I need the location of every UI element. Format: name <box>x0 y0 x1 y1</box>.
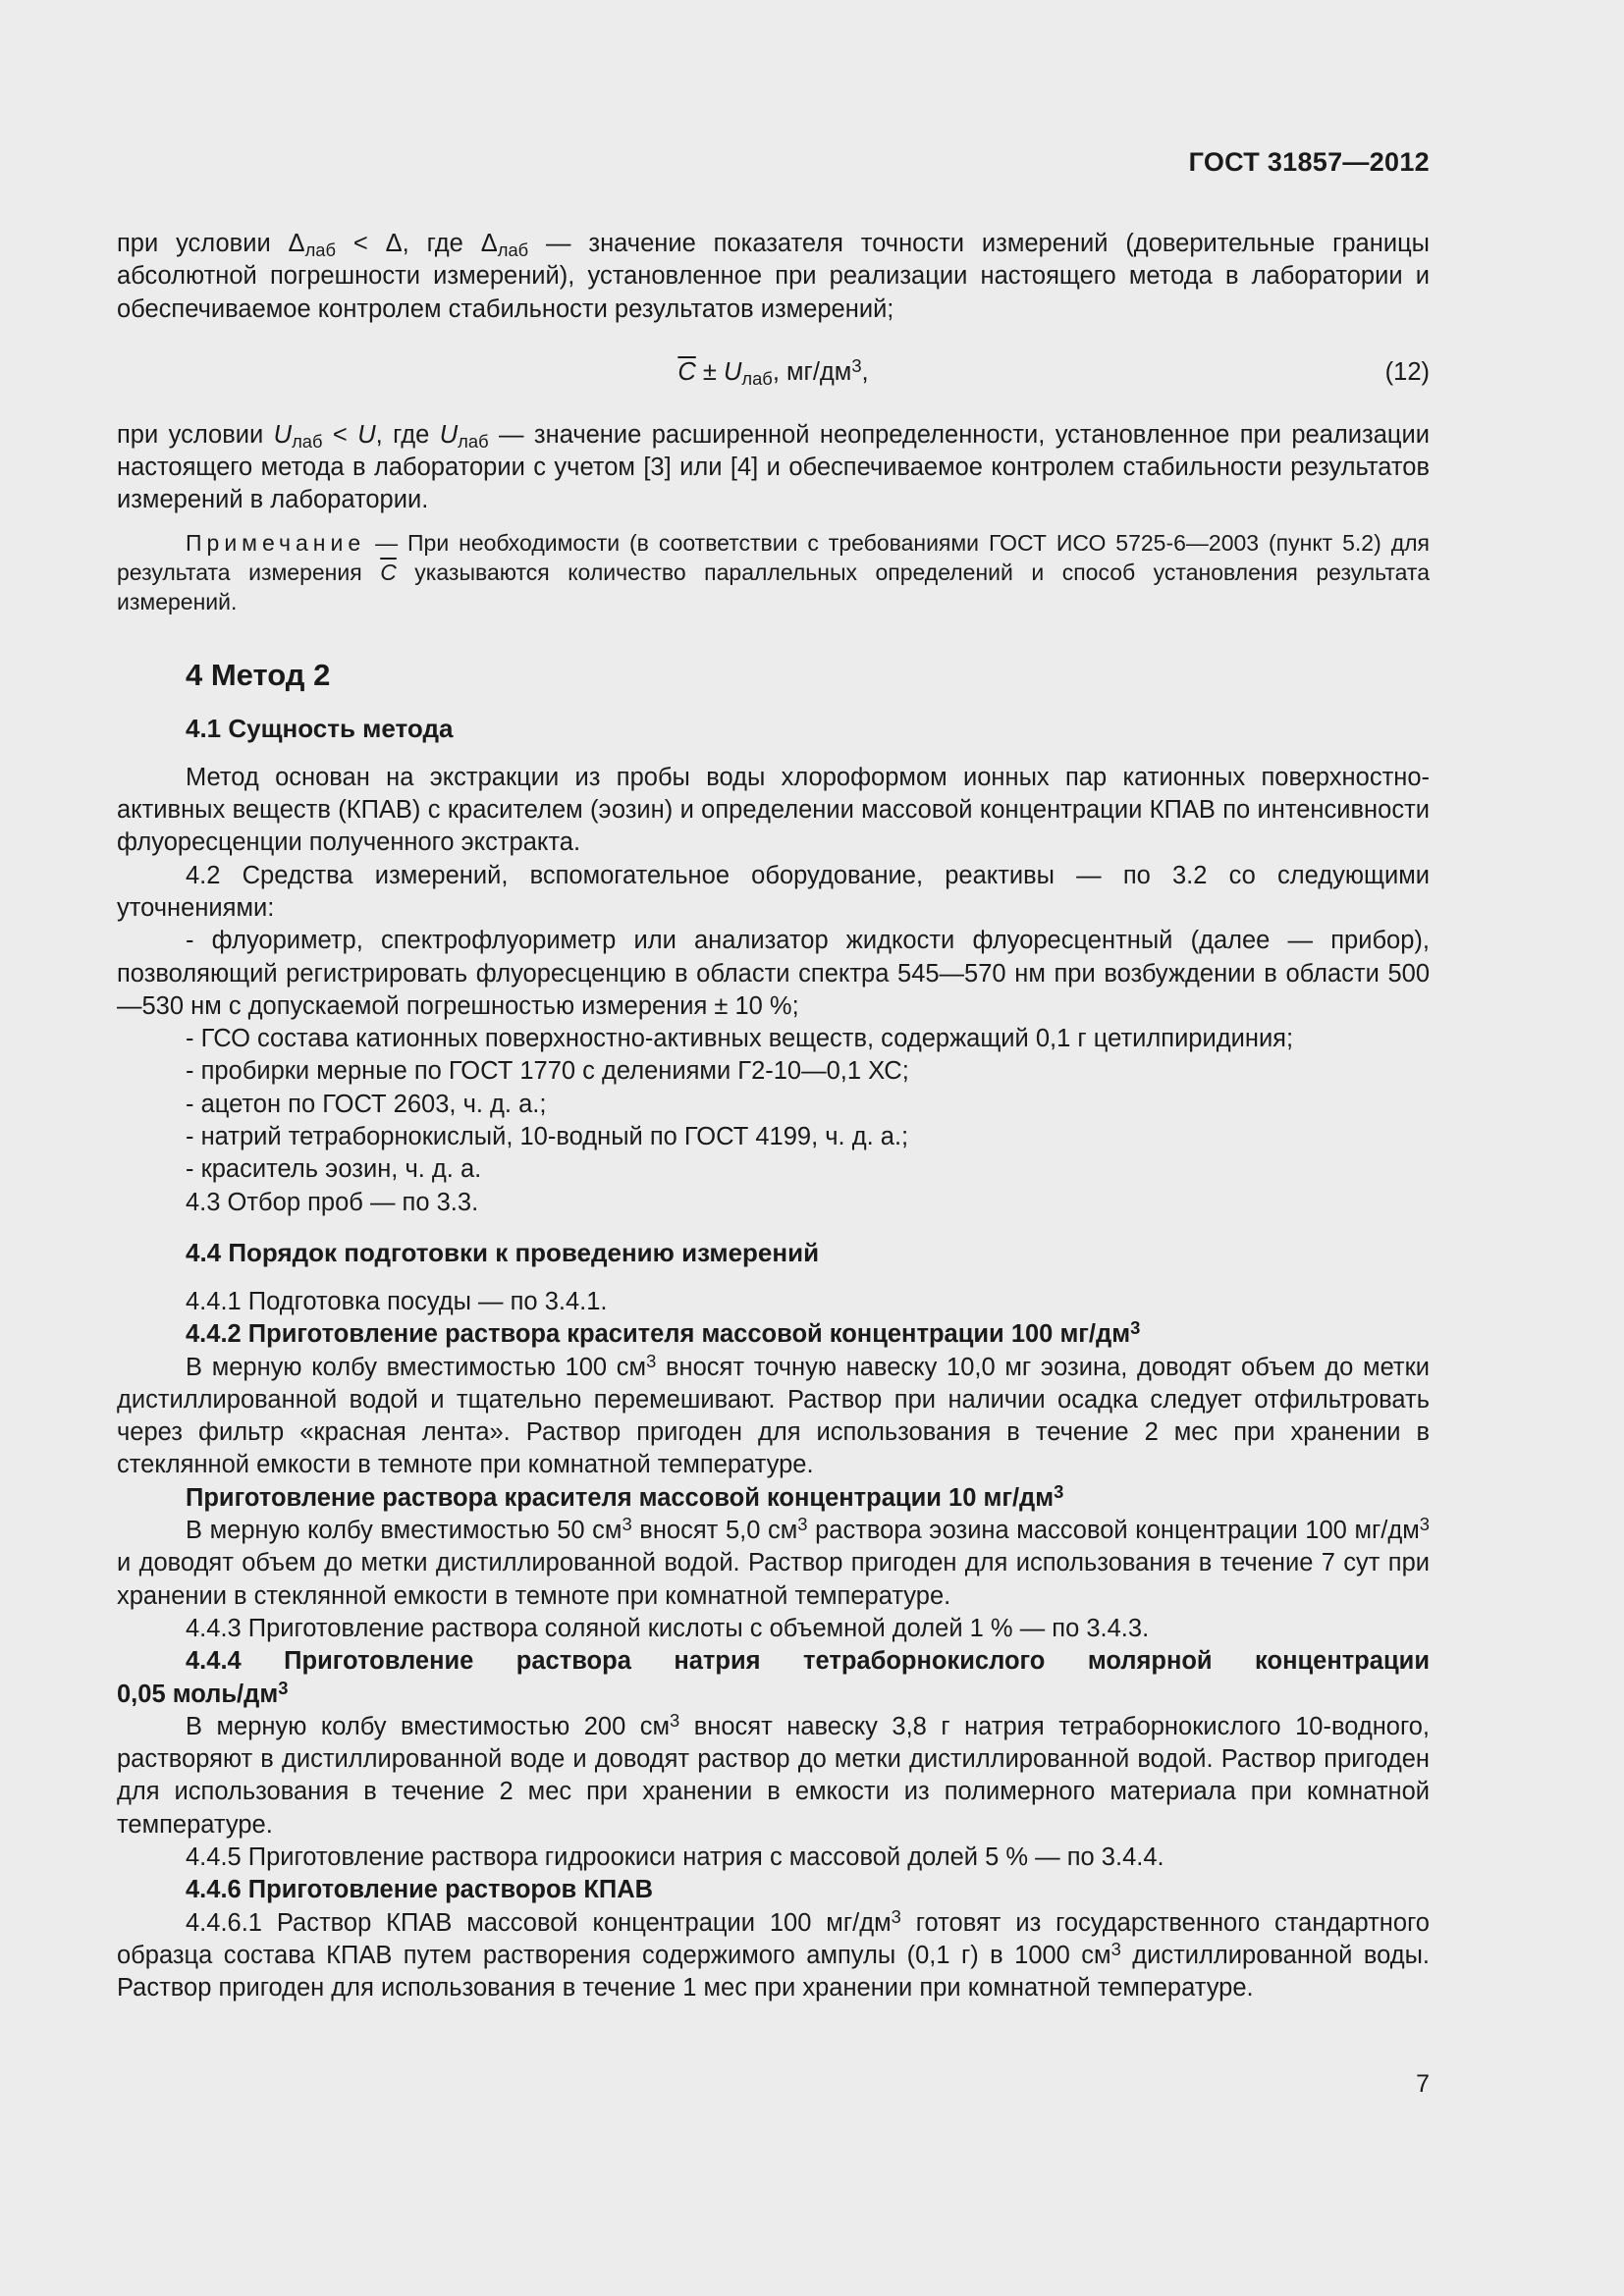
subsection-heading-4-4: 4.4 Порядок подготовки к проведению измерений <box>186 1237 820 1267</box>
text-span: 4.4.6.1 Раствор КПАВ массовой концентрации 100 мг/дм <box>186 1908 892 1937</box>
list-item: - ацетон по ГОСТ 2603, ч. д. а.; <box>186 1090 547 1118</box>
paragraph-4-4-3: 4.4.3 Приготовление раствора соляной кислоты с объемной долей 1 % — по 3.4.3. <box>186 1614 1150 1642</box>
text-span: вносят 5,0 см <box>631 1517 798 1545</box>
paragraph-dye-10 <box>117 1515 1430 1613</box>
superscript-3: 3 <box>851 354 862 376</box>
formula-number: (12) <box>1384 357 1430 386</box>
superscript-3: 3 <box>622 1513 632 1534</box>
c-bar-symbol: $\overline{C}$ <box>380 559 397 585</box>
subscript-lab: лаб <box>497 240 529 261</box>
formula-unit: , мг/дм <box>772 357 852 386</box>
text-span: и доводят объем до метки дистиллированной водой. Раствор пригоден для использования в течение 7 сут при хранении в стеклянной емкости в темноте при комнатной температуре. <box>117 1549 1430 1610</box>
list-item: - флуориметр, спектрофлуориметр или анализатор жидкости флуоресцентный (далее — прибор), позволяющий регистрировать флуоресценцию в области спектра 545—570 нм при возбуждении в области 500—530 нм с допускаемой погрешностью измерения ± 10 %; <box>117 927 1430 1020</box>
paragraph-4-4-1: 4.4.1 Подготовка посуды — по 3.4.1. <box>186 1287 608 1315</box>
text-span: указываются количество параллельных определений и способ установления результата измерений. <box>117 559 1430 614</box>
paragraph-4-4-6-1 <box>117 1907 1430 2005</box>
subscript-lab: лаб <box>458 431 489 453</box>
page-content <box>117 228 1430 2004</box>
list-item: - краситель эозин, ч. д. а. <box>186 1155 482 1184</box>
paragraph-4-4-4 <box>117 1711 1430 1842</box>
text-span: вносят точную навеску 10,0 мг эозина, доводят объем до метки дистиллированной водой и тщательно перемешивают. Раствор при наличии осадка следует отфильтровать через фильтр «красная лента». Раствор пригоден для использования в течение 2 мес при хранении в стеклянной емкости в темноте при комнатной температуре. <box>117 1353 1430 1479</box>
superscript-3: 3 <box>670 1709 680 1731</box>
paragraph-4-4-5: 4.4.5 Приготовление раствора гидроокиси натрия с массовой долей 5 % — по 3.4.4. <box>186 1842 1164 1871</box>
superscript-3: 3 <box>646 1350 657 1371</box>
paragraph-delta-condition <box>117 228 1430 326</box>
paragraph-4-4-2 <box>117 1352 1430 1482</box>
heading-4-4-4-line2 <box>117 1679 1430 1711</box>
text-span: В мерную колбу вместимостью 50 см <box>186 1517 623 1545</box>
c-bar-symbol: $\overline{C}$ <box>677 357 696 386</box>
formula-12 <box>117 356 1430 389</box>
heading-4-4-6: 4.4.6 Приготовление растворов КПАВ <box>186 1876 654 1904</box>
list-item: - ГСО состава катионных поверхностно-активных веществ, содержащий 0,1 г цетилпиридиния; <box>186 1025 1294 1053</box>
text-span: , <box>861 357 869 386</box>
text-span: — При необходимости (в соответствии с требованиями ГОСТ ИСО 5725-6—2003 (пункт 5.2) для результата измерения <box>117 529 1430 585</box>
text-span: при условии <box>117 230 289 257</box>
subsection-heading-4-1: 4.1 Сущность метода <box>186 713 454 743</box>
heading-4-4-4-line1: 4.4.4 Приготовление раствора натрия тетраборнокислого молярной концентрации <box>186 1647 1430 1676</box>
note-label: Примечание <box>186 529 366 556</box>
text-span: В мерную колбу вместимостью 100 см <box>186 1353 647 1381</box>
delta-symbol: Δ <box>480 230 498 257</box>
text-span: дистиллированной воды. Раствор пригоден для использования в течение 1 мес при хранении при комнатной температуре. <box>117 1941 1431 2002</box>
page-number: 7 <box>1416 2070 1430 2098</box>
document-header: ГОСТ 31857—2012 <box>1188 147 1430 177</box>
text-span: готовят из государственного стандартного образца состава КПАВ путем растворения содержимого ампулы (0,1 г) в 1000 см <box>117 1908 1430 1969</box>
delta-symbol: Δ <box>288 230 305 257</box>
note-paragraph <box>117 528 1430 616</box>
list-item: - натрий тетраборнокислый, 10-водный по ГОСТ 4199, ч. д. а.; <box>186 1123 909 1151</box>
superscript-3: 3 <box>278 1677 289 1698</box>
text-span: — значение расширенной неопределенности, установленное при реализации настоящего метода в лаборатории с учетом [3] или [4] и обеспечиваемое контролем стабильности результатов измерений в лаборатории. <box>117 420 1430 514</box>
text-span: В мерную колбу вместимостью 200 см <box>186 1712 671 1740</box>
u-symbol: U <box>723 357 742 386</box>
list-item: - пробирки мерные по ГОСТ 1770 с делениями Г2-10—0,1 ХС; <box>186 1057 909 1086</box>
superscript-3: 3 <box>891 1905 901 1927</box>
superscript-3: 3 <box>1110 1938 1121 1959</box>
text-span: 0,05 моль/дм <box>117 1680 279 1708</box>
paragraph-4-3: 4.3 Отбор проб — по 3.3. <box>186 1188 479 1216</box>
u-symbol: U <box>439 420 459 449</box>
text-span: вносят навеску 3,8 г натрия тетраборнокислого 10-водного, растворяют в дистиллированной воде и доводят раствор до метки дистиллированной водой. Раствор пригоден для использования в течение 2 мес при хранении в емкости из полимерного материала при комнатной температуре. <box>117 1712 1430 1839</box>
subscript-lab: лаб <box>304 240 337 261</box>
superscript-3: 3 <box>1419 1513 1430 1534</box>
text-span: 4.4.2 Приготовление раствора красителя массовой концентрации 100 мг/дм <box>186 1320 1131 1349</box>
superscript-3: 3 <box>797 1513 808 1534</box>
text-span: Приготовление раствора красителя массовой концентрации 10 мг/дм <box>186 1483 1055 1512</box>
heading-dye-10 <box>117 1482 1430 1515</box>
text-span: , где <box>375 420 440 449</box>
superscript-3: 3 <box>1130 1316 1141 1338</box>
subscript-lab: лаб <box>741 368 773 390</box>
u-symbol: U <box>273 420 293 449</box>
paragraph-4-2: 4.2 Средства измерений, вспомогательное оборудование, реактивы — по 3.2 со следующими уточнениями: <box>117 861 1430 922</box>
section-heading-4: 4 Метод 2 <box>186 657 331 692</box>
superscript-3: 3 <box>1054 1480 1064 1502</box>
text-span: раствора эозина массовой концентрации 100 мг/дм <box>807 1517 1420 1545</box>
text-span: при условии <box>117 420 274 449</box>
heading-4-4-2 <box>117 1318 1430 1351</box>
text-span: < Δ, где <box>336 230 481 257</box>
paragraph-u-condition <box>117 419 1430 517</box>
formula-expression <box>117 356 1430 389</box>
text-span: < <box>322 420 358 449</box>
text-span: — значение показателя точности измерений (доверительные границы абсолютной погрешности измерений), установленное при реализации настоящего метода в лаборатории и обеспечиваемое контролем стабильности результатов измерений; <box>117 230 1431 323</box>
plus-minus: ± <box>695 357 724 386</box>
u-symbol: U <box>357 420 376 449</box>
paragraph-4-1: Метод основан на экстракции из пробы воды хлороформом ионных пар катионных поверхностно-активных веществ (КПАВ) с красителем (эозин) и определении массовой концентрации КПАВ по интенсивности флуоресценции полученного экстракта. <box>117 763 1430 857</box>
subscript-lab: лаб <box>292 431 323 453</box>
